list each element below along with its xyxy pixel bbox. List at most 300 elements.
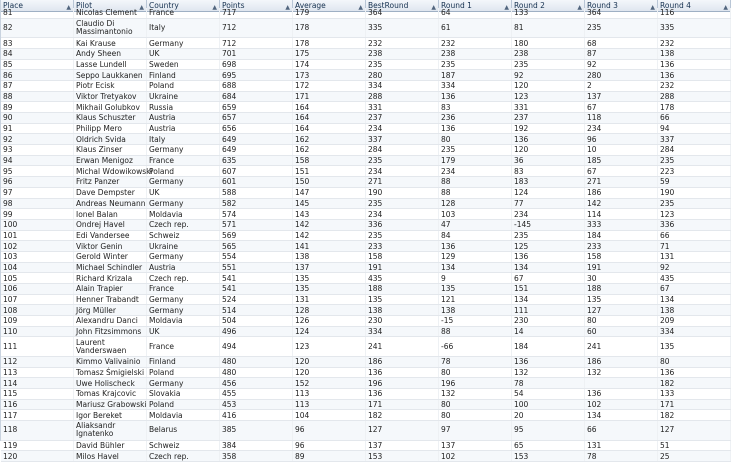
table-cell: 127 — [366, 421, 439, 440]
table-cell: 133 — [658, 389, 731, 399]
table-cell: Germany — [147, 252, 220, 262]
table-row[interactable] — [1, 241, 731, 252]
table-cell: 114 — [585, 209, 658, 219]
table-row[interactable] — [1, 273, 731, 284]
table-row[interactable] — [1, 199, 731, 210]
table-cell: 235 — [658, 156, 731, 166]
table-row[interactable] — [1, 38, 731, 49]
table-cell: 657 — [220, 113, 293, 123]
table-cell: John Fitzsimmons — [74, 327, 147, 337]
sort-arrow-icon[interactable]: ▲ — [139, 4, 144, 11]
table-cell: -145 — [512, 220, 585, 230]
table-cell: Czech rep. — [147, 451, 220, 461]
sort-arrow-icon[interactable]: ▲ — [285, 4, 290, 11]
table-row[interactable] — [1, 400, 731, 411]
table-cell: 115 — [1, 389, 74, 399]
table-cell: 85 — [1, 60, 74, 70]
table-cell: 92 — [658, 263, 731, 273]
table-cell: 67 — [512, 273, 585, 283]
table-cell: 66 — [658, 231, 731, 241]
table-row[interactable] — [1, 209, 731, 220]
table-cell: 129 — [439, 252, 512, 262]
grid-body — [1, 8, 731, 461]
table-cell: 336 — [658, 220, 731, 230]
table-cell: 455 — [220, 389, 293, 399]
table-cell: 334 — [658, 327, 731, 337]
table-cell: 127 — [658, 421, 731, 440]
sort-arrow-icon[interactable]: ▲ — [650, 4, 655, 11]
table-cell: 118 — [585, 113, 658, 123]
table-row[interactable] — [1, 145, 731, 156]
table-cell: 118 — [1, 421, 74, 440]
table-cell: 111 — [512, 305, 585, 315]
table-cell: 61 — [439, 19, 512, 38]
table-cell: France — [147, 337, 220, 356]
table-cell: 712 — [220, 19, 293, 38]
table-cell: 136 — [658, 70, 731, 80]
table-cell: 496 — [220, 327, 293, 337]
table-cell: 180 — [512, 38, 585, 48]
table-cell: 364 — [366, 8, 439, 18]
table-cell: 92 — [585, 60, 658, 70]
table-cell: Tomas Krajcovic — [74, 389, 147, 399]
table-cell: 102 — [1, 241, 74, 251]
table-row[interactable] — [1, 19, 731, 39]
table-cell: 103 — [1, 252, 74, 262]
table-cell: 88 — [439, 327, 512, 337]
table-row[interactable] — [1, 220, 731, 231]
table-cell: 358 — [220, 451, 293, 461]
table-cell: 178 — [658, 102, 731, 112]
table-cell: Oldrich Svida — [74, 134, 147, 144]
sort-arrow-icon[interactable]: ▲ — [431, 4, 436, 11]
column-header-label: Average — [295, 1, 326, 10]
table-row[interactable] — [1, 177, 731, 188]
table-cell: Igor Bereket — [74, 410, 147, 420]
table-cell: Andy Sheen — [74, 49, 147, 59]
table-cell: 87 — [1, 81, 74, 91]
table-cell: 335 — [658, 19, 731, 38]
table-row[interactable] — [1, 451, 731, 462]
table-cell: Poland — [147, 81, 220, 91]
table-row[interactable] — [1, 295, 731, 306]
table-cell: 9 — [439, 273, 512, 283]
table-cell: 135 — [366, 295, 439, 305]
table-row[interactable] — [1, 134, 731, 145]
table-row[interactable] — [1, 378, 731, 389]
table-cell: 184 — [512, 337, 585, 356]
table-cell: 104 — [293, 410, 366, 420]
table-cell: UK — [147, 49, 220, 59]
table-row[interactable] — [1, 92, 731, 103]
sort-arrow-icon[interactable]: ▲ — [577, 4, 582, 11]
table-cell: 158 — [585, 252, 658, 262]
table-cell: 119 — [1, 441, 74, 451]
table-row[interactable] — [1, 49, 731, 60]
table-cell: 97 — [439, 421, 512, 440]
table-cell: 54 — [512, 389, 585, 399]
table-cell: 435 — [658, 273, 731, 283]
table-cell: UK — [147, 327, 220, 337]
table-cell: 582 — [220, 199, 293, 209]
table-cell: 102 — [439, 451, 512, 461]
table-cell: Fritz Panzer — [74, 177, 147, 187]
column-header-label: Points — [222, 1, 245, 10]
table-row[interactable] — [1, 102, 731, 113]
sort-arrow-icon[interactable]: ▲ — [358, 4, 363, 11]
table-row[interactable] — [1, 357, 731, 368]
table-cell: 185 — [585, 156, 658, 166]
table-cell: 132 — [512, 368, 585, 378]
table-cell: 68 — [585, 38, 658, 48]
table-cell: Alain Trapier — [74, 284, 147, 294]
table-cell: Uwe Holischeck — [74, 378, 147, 388]
table-cell: 551 — [220, 263, 293, 273]
table-cell: 238 — [512, 49, 585, 59]
table-row[interactable] — [1, 166, 731, 177]
table-cell: 288 — [658, 92, 731, 102]
table-cell: 126 — [293, 316, 366, 326]
table-cell: 80 — [658, 357, 731, 367]
sort-arrow-icon[interactable]: ▲ — [66, 4, 71, 11]
table-row[interactable] — [1, 368, 731, 379]
table-row[interactable] — [1, 327, 731, 338]
table-cell: Slovakia — [147, 389, 220, 399]
table-cell: 138 — [293, 252, 366, 262]
table-cell: 235 — [366, 60, 439, 70]
table-cell: 136 — [585, 389, 658, 399]
table-cell: 649 — [220, 145, 293, 155]
table-cell: 36 — [512, 156, 585, 166]
table-cell: 186 — [585, 188, 658, 198]
table-cell: 571 — [220, 220, 293, 230]
table-cell: 10 — [585, 145, 658, 155]
table-cell: Piotr Ecisk — [74, 81, 147, 91]
table-cell: 100 — [1, 220, 74, 230]
sort-arrow-icon[interactable]: ▲ — [504, 4, 509, 11]
table-cell: 335 — [366, 19, 439, 38]
table-cell: 137 — [439, 441, 512, 451]
table-cell: 97 — [1, 188, 74, 198]
table-cell: 94 — [1, 156, 74, 166]
table-cell: 84 — [439, 231, 512, 241]
table-cell: 135 — [439, 284, 512, 294]
table-cell: 172 — [293, 81, 366, 91]
table-cell: 78 — [439, 357, 512, 367]
table-cell: 284 — [658, 145, 731, 155]
column-header-label: Round 3 — [587, 1, 618, 10]
table-cell: Finland — [147, 357, 220, 367]
table-cell: 158 — [366, 252, 439, 262]
table-cell: 110 — [1, 327, 74, 337]
table-cell: 142 — [293, 220, 366, 230]
table-cell: 209 — [658, 316, 731, 326]
table-cell: 123 — [658, 209, 731, 219]
table-cell: 81 — [512, 19, 585, 38]
table-cell: 102 — [585, 400, 658, 410]
table-cell: Italy — [147, 19, 220, 38]
table-row[interactable] — [1, 410, 731, 421]
table-cell: 113 — [1, 368, 74, 378]
table-cell: 64 — [439, 8, 512, 18]
table-cell: 78 — [585, 451, 658, 461]
table-cell: 178 — [293, 38, 366, 48]
table-cell: 235 — [366, 156, 439, 166]
table-row[interactable] — [1, 421, 731, 441]
table-cell: 60 — [585, 327, 658, 337]
table-cell: Poland — [147, 368, 220, 378]
table-cell: 92 — [512, 70, 585, 80]
table-cell: Germany — [147, 145, 220, 155]
table-cell: 134 — [585, 410, 658, 420]
table-cell: 89 — [293, 451, 366, 461]
table-cell: 142 — [293, 231, 366, 241]
table-cell: Richard Krizala — [74, 273, 147, 283]
table-cell: Dave Dempster — [74, 188, 147, 198]
table-row[interactable] — [1, 441, 731, 452]
table-cell: Laurent Vanderswaen — [74, 337, 147, 356]
table-cell: 271 — [585, 177, 658, 187]
table-cell: 128 — [293, 305, 366, 315]
table-cell: 435 — [366, 273, 439, 283]
column-header-label: BestRound — [368, 1, 409, 10]
table-cell: Viktor Genin — [74, 241, 147, 251]
table-cell: 131 — [293, 295, 366, 305]
table-cell: 66 — [585, 421, 658, 440]
table-cell: 95 — [512, 421, 585, 440]
column-header-label: Pilot — [76, 1, 93, 10]
table-cell: 83 — [1, 38, 74, 48]
table-cell: 135 — [658, 337, 731, 356]
table-row[interactable] — [1, 337, 731, 357]
table-cell: 80 — [439, 400, 512, 410]
table-cell: France — [147, 8, 220, 18]
table-cell: 164 — [293, 113, 366, 123]
table-cell: Henner Trabandt — [74, 295, 147, 305]
table-cell: 171 — [293, 92, 366, 102]
table-cell: 135 — [293, 284, 366, 294]
table-row[interactable] — [1, 60, 731, 71]
table-cell: 232 — [658, 38, 731, 48]
table-cell: 99 — [1, 209, 74, 219]
table-cell: 236 — [439, 113, 512, 123]
table-cell: Ukraine — [147, 92, 220, 102]
table-cell: 116 — [658, 8, 731, 18]
table-cell: 113 — [293, 389, 366, 399]
table-cell: 331 — [512, 102, 585, 112]
table-cell: 232 — [658, 81, 731, 91]
table-cell: 162 — [293, 145, 366, 155]
table-cell: 171 — [366, 400, 439, 410]
table-row[interactable] — [1, 284, 731, 295]
table-row[interactable] — [1, 124, 731, 135]
table-row[interactable] — [1, 81, 731, 92]
table-cell: 230 — [366, 316, 439, 326]
table-cell: 96 — [293, 421, 366, 440]
table-cell: 90 — [1, 113, 74, 123]
table-cell: 186 — [366, 357, 439, 367]
table-cell: 684 — [220, 92, 293, 102]
table-cell: 164 — [293, 124, 366, 134]
table-cell: 84 — [1, 49, 74, 59]
table-cell: 134 — [512, 295, 585, 305]
table-cell: 93 — [1, 145, 74, 155]
table-cell: 77 — [512, 199, 585, 209]
table-cell: 238 — [366, 49, 439, 59]
table-cell: 187 — [439, 70, 512, 80]
table-cell: 191 — [585, 263, 658, 273]
table-cell: Claudio Di Massimantonio — [74, 19, 147, 38]
table-cell: 232 — [439, 38, 512, 48]
table-cell: 14 — [512, 327, 585, 337]
table-cell: 688 — [220, 81, 293, 91]
table-cell: 104 — [1, 263, 74, 273]
table-cell: 234 — [585, 124, 658, 134]
table-cell: 175 — [293, 49, 366, 59]
table-cell: Tomasz Śmigielski — [74, 368, 147, 378]
table-cell: 136 — [439, 241, 512, 251]
table-cell: 120 — [512, 81, 585, 91]
table-cell: Sweden — [147, 60, 220, 70]
table-cell: Philipp Mero — [74, 124, 147, 134]
column-header-label: Round 2 — [514, 1, 545, 10]
table-cell: 132 — [585, 368, 658, 378]
table-cell: 232 — [366, 38, 439, 48]
sort-arrow-icon[interactable]: ▲ — [723, 4, 728, 11]
table-cell: 96 — [585, 134, 658, 144]
table-cell: 695 — [220, 70, 293, 80]
table-cell: 235 — [366, 231, 439, 241]
table-cell: 659 — [220, 102, 293, 112]
table-cell: 569 — [220, 231, 293, 241]
table-row[interactable] — [1, 113, 731, 124]
table-cell: 136 — [658, 368, 731, 378]
table-cell: Edi Vandersee — [74, 231, 147, 241]
table-cell: 524 — [220, 295, 293, 305]
table-cell: Germany — [147, 177, 220, 187]
table-row[interactable] — [1, 188, 731, 199]
table-cell: 179 — [293, 8, 366, 18]
table-cell: 47 — [439, 220, 512, 230]
table-cell: 235 — [439, 60, 512, 70]
table-cell: 456 — [220, 378, 293, 388]
table-cell: 183 — [512, 177, 585, 187]
table-cell: 588 — [220, 188, 293, 198]
table-cell: 66 — [658, 113, 731, 123]
table-cell: 188 — [585, 284, 658, 294]
table-cell: 134 — [658, 295, 731, 305]
sort-arrow-icon[interactable]: ▲ — [212, 4, 217, 11]
table-cell: 151 — [512, 284, 585, 294]
table-cell: 117 — [1, 410, 74, 420]
table-cell: 80 — [439, 134, 512, 144]
table-cell: -66 — [439, 337, 512, 356]
table-cell: 145 — [293, 199, 366, 209]
table-cell: 234 — [439, 166, 512, 176]
table-cell: 83 — [439, 102, 512, 112]
table-cell: 127 — [585, 305, 658, 315]
table-cell: 120 — [293, 357, 366, 367]
table-cell: 109 — [1, 316, 74, 326]
table-cell: 87 — [585, 49, 658, 59]
table-cell: Gerold Winter — [74, 252, 147, 262]
table-cell: 173 — [293, 70, 366, 80]
table-row[interactable] — [1, 156, 731, 167]
table-cell: 80 — [439, 410, 512, 420]
table-cell: 133 — [512, 8, 585, 18]
table-cell: France — [147, 284, 220, 294]
table-cell: Aliaksandr Ignatenko — [74, 421, 147, 440]
table-cell: 416 — [220, 410, 293, 420]
table-cell: 150 — [293, 177, 366, 187]
table-cell: 135 — [585, 295, 658, 305]
table-cell: 59 — [658, 177, 731, 187]
table-cell: Klaus Zinser — [74, 145, 147, 155]
table-row[interactable] — [1, 252, 731, 263]
table-cell: 191 — [366, 263, 439, 273]
table-cell: 131 — [585, 441, 658, 451]
table-cell: 147 — [293, 188, 366, 198]
table-cell: 223 — [658, 166, 731, 176]
table-cell: Schweiz — [147, 441, 220, 451]
table-cell: Kimmo Valivainio — [74, 357, 147, 367]
column-header-label: Country — [149, 1, 179, 10]
table-cell: Germany — [147, 378, 220, 388]
table-cell: 136 — [658, 60, 731, 70]
table-cell: 103 — [439, 209, 512, 219]
table-row[interactable] — [1, 263, 731, 274]
table-cell: 82 — [1, 19, 74, 38]
table-cell: UK — [147, 188, 220, 198]
table-cell: 138 — [658, 305, 731, 315]
table-cell: 384 — [220, 441, 293, 451]
table-cell: Jörg Müller — [74, 305, 147, 315]
table-row[interactable] — [1, 389, 731, 400]
table-cell: 333 — [585, 220, 658, 230]
table-cell: 554 — [220, 252, 293, 262]
table-cell: 107 — [1, 295, 74, 305]
table-cell: 514 — [220, 305, 293, 315]
table-cell: 192 — [512, 124, 585, 134]
table-cell: 541 — [220, 284, 293, 294]
table-cell: 98 — [1, 199, 74, 209]
table-cell: 234 — [366, 124, 439, 134]
table-row[interactable] — [1, 8, 731, 19]
table-cell: 178 — [293, 19, 366, 38]
table-cell: 101 — [1, 231, 74, 241]
table-cell: 649 — [220, 134, 293, 144]
table-cell: 136 — [512, 252, 585, 262]
table-cell: 235 — [366, 199, 439, 209]
table-cell: Viktor Tretyakov — [74, 92, 147, 102]
table-row[interactable] — [1, 316, 731, 327]
table-cell: 51 — [658, 441, 731, 451]
table-cell: 712 — [220, 38, 293, 48]
table-row[interactable] — [1, 231, 731, 242]
table-cell: 111 — [1, 337, 74, 356]
table-cell: 120 — [1, 451, 74, 461]
table-cell: 108 — [1, 305, 74, 315]
table-cell: 88 — [1, 92, 74, 102]
table-cell: 196 — [366, 378, 439, 388]
table-cell: 480 — [220, 368, 293, 378]
table-cell: Russia — [147, 102, 220, 112]
table-cell: 698 — [220, 60, 293, 70]
table-row[interactable] — [1, 305, 731, 316]
table-row[interactable] — [1, 70, 731, 81]
table-cell: Milos Havel — [74, 451, 147, 461]
table-cell: 280 — [366, 70, 439, 80]
